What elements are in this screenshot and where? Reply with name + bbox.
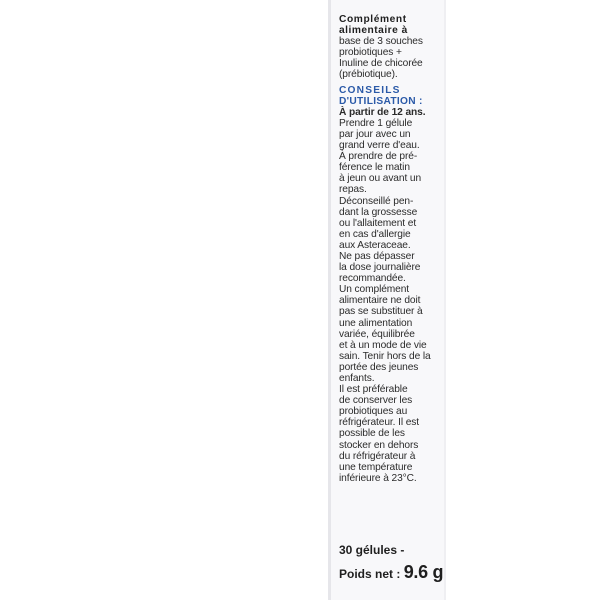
body-line: férence le matin — [339, 162, 410, 174]
body-line: à jeun ou avant un — [339, 173, 422, 185]
intro-line: Complément — [339, 14, 407, 25]
intro-line: (prébiotique). — [339, 69, 398, 81]
body-line: Un complément — [339, 284, 410, 296]
body-line: Déconseillé pen- — [339, 195, 414, 207]
body-line: Ne pas dépasser — [339, 250, 415, 262]
body-line: et à un mode de vie — [339, 339, 427, 351]
intro-line: base de 3 souches — [339, 36, 423, 48]
body-line: alimentaire ne doit — [339, 295, 421, 307]
body-line: dant la grossesse — [339, 206, 418, 218]
capsule-count: 30 gélules - — [339, 543, 405, 557]
body-line: variée, équilibrée — [339, 328, 415, 340]
body-line: probiotiques au — [339, 406, 408, 418]
body-line: inférieure à 23°C. — [339, 472, 417, 484]
body-line: portée des jeunes — [339, 361, 419, 373]
body-line: ou l'allaitement et — [339, 217, 417, 229]
body-line: de conserver les — [339, 395, 413, 407]
body-line: réfrigérateur. Il est — [339, 417, 420, 429]
intro-line: Inuline de chicorée — [339, 58, 423, 70]
advice-heading: D'UTILISATION : — [339, 95, 423, 107]
body-line: une température — [339, 461, 413, 473]
body-line: Il est préférable — [339, 384, 408, 396]
advice-heading: CONSEILS — [339, 84, 401, 96]
body-line: recommandée. — [339, 273, 406, 285]
body-line: du réfrigérateur à — [339, 450, 416, 462]
label-text-block — [339, 14, 445, 484]
body-line: en cas d'allergie — [339, 228, 411, 240]
net-weight-block — [339, 543, 449, 583]
body-line: aux Asteraceae. — [339, 239, 411, 251]
body-line: grand verre d'eau. — [339, 140, 420, 152]
body-line: possible de les — [339, 428, 405, 440]
body-line: la dose journalière — [339, 262, 421, 274]
body-line: par jour avec un — [339, 128, 411, 140]
net-weight-label: Poids net : — [339, 567, 401, 581]
body-line: enfants. — [339, 373, 375, 384]
body-line: stocker en dehors — [339, 439, 419, 451]
net-weight-value: 9.6 g — [403, 562, 444, 582]
net-weight — [339, 562, 449, 583]
body-line: sain. Tenir hors de la — [339, 350, 431, 362]
intro-line: probiotiques + — [339, 47, 402, 59]
body-line: repas. — [339, 184, 367, 196]
intro-line: alimentaire à — [339, 25, 408, 37]
body-line: une alimentation — [339, 317, 413, 329]
age-recommendation: À partir de 12 ans. — [339, 106, 426, 118]
body-line: Prendre 1 gélule — [339, 117, 413, 129]
body-line: pas se substituer à — [339, 306, 423, 318]
product-label-panel — [328, 0, 446, 600]
body-line: À prendre de pré- — [339, 151, 418, 163]
